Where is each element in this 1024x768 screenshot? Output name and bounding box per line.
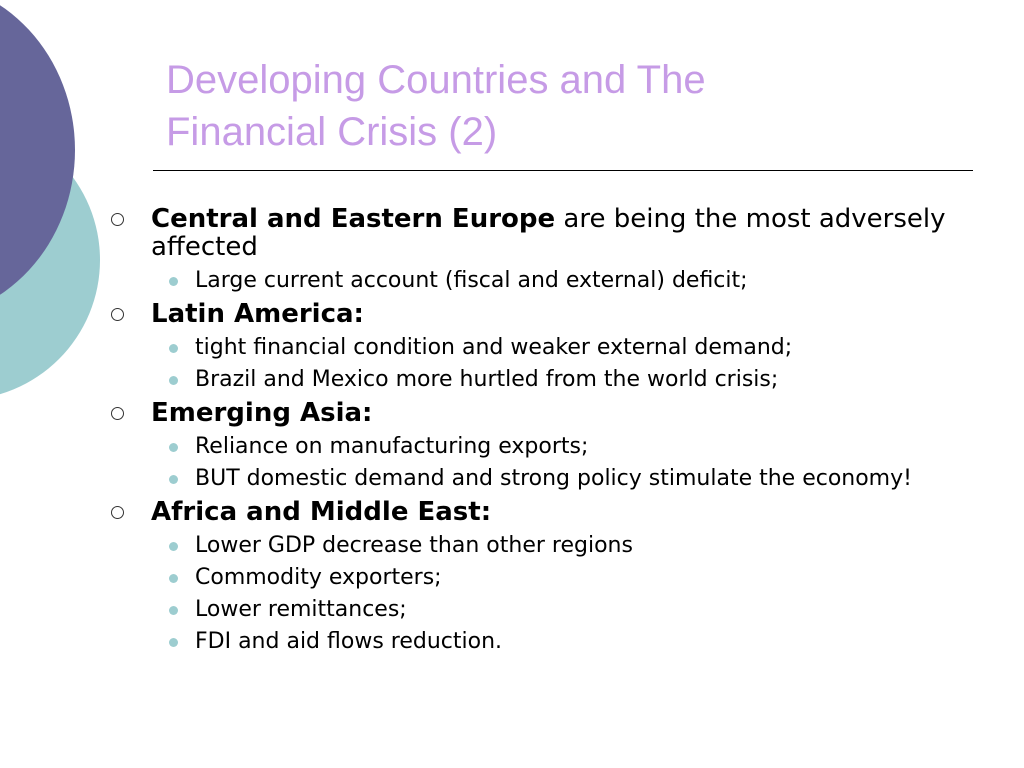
list-item-text: FDI and aid flows reduction. [195, 629, 503, 654]
dot-bullet-icon [169, 574, 178, 583]
list-item-text: BUT domestic demand and strong policy stimulate the economy! [195, 466, 912, 491]
list-item [111, 630, 971, 654]
dot-bullet-icon [169, 475, 178, 484]
list-item-text: Reliance on manufacturing exports; [195, 434, 589, 459]
hollow-bullet-icon [111, 213, 124, 226]
dot-bullet-icon [169, 542, 178, 551]
list-item [111, 435, 971, 459]
list-item [111, 467, 971, 491]
list-item-text: Lower remittances; [195, 597, 407, 622]
list-item [111, 336, 971, 360]
title-line-1: Developing Countries and The [166, 58, 706, 102]
list-item-text: Large current account (fiscal and external) deficit; [195, 268, 748, 293]
list-item-text: Brazil and Mexico more hurtled from the world crisis; [195, 367, 779, 392]
list-item [111, 368, 971, 392]
section-heading-cee [111, 205, 971, 261]
section-heading-strong: Latin America: [151, 299, 364, 329]
bullet-list [111, 205, 971, 654]
title-divider [153, 170, 973, 171]
hollow-bullet-icon [111, 407, 124, 420]
list-item [111, 269, 971, 293]
dot-bullet-icon [169, 376, 178, 385]
slide-title [166, 54, 966, 158]
section-heading-rest: are being the most adversely affected [151, 204, 946, 262]
dot-bullet-icon [169, 606, 178, 615]
list-item-text: Lower GDP decrease than other regions [195, 533, 633, 558]
section-heading-strong: Emerging Asia: [151, 398, 373, 428]
section-heading-strong: Africa and Middle East: [151, 497, 492, 527]
hollow-bullet-icon [111, 506, 124, 519]
list-item [111, 598, 971, 622]
hollow-bullet-icon [111, 308, 124, 321]
dot-bullet-icon [169, 344, 178, 353]
section-heading-latin-america [111, 300, 971, 328]
list-item [111, 566, 971, 590]
section-heading-strong: Central and Eastern Europe [151, 204, 556, 234]
dot-bullet-icon [169, 277, 178, 286]
list-item-text: tight financial condition and weaker external demand; [195, 335, 793, 360]
section-heading-africa-middle-east [111, 498, 971, 526]
list-item [111, 534, 971, 558]
title-line-2: Financial Crisis (2) [166, 110, 498, 154]
dot-bullet-icon [169, 638, 178, 647]
list-item-text: Commodity exporters; [195, 565, 442, 590]
section-heading-emerging-asia [111, 399, 971, 427]
dot-bullet-icon [169, 443, 178, 452]
